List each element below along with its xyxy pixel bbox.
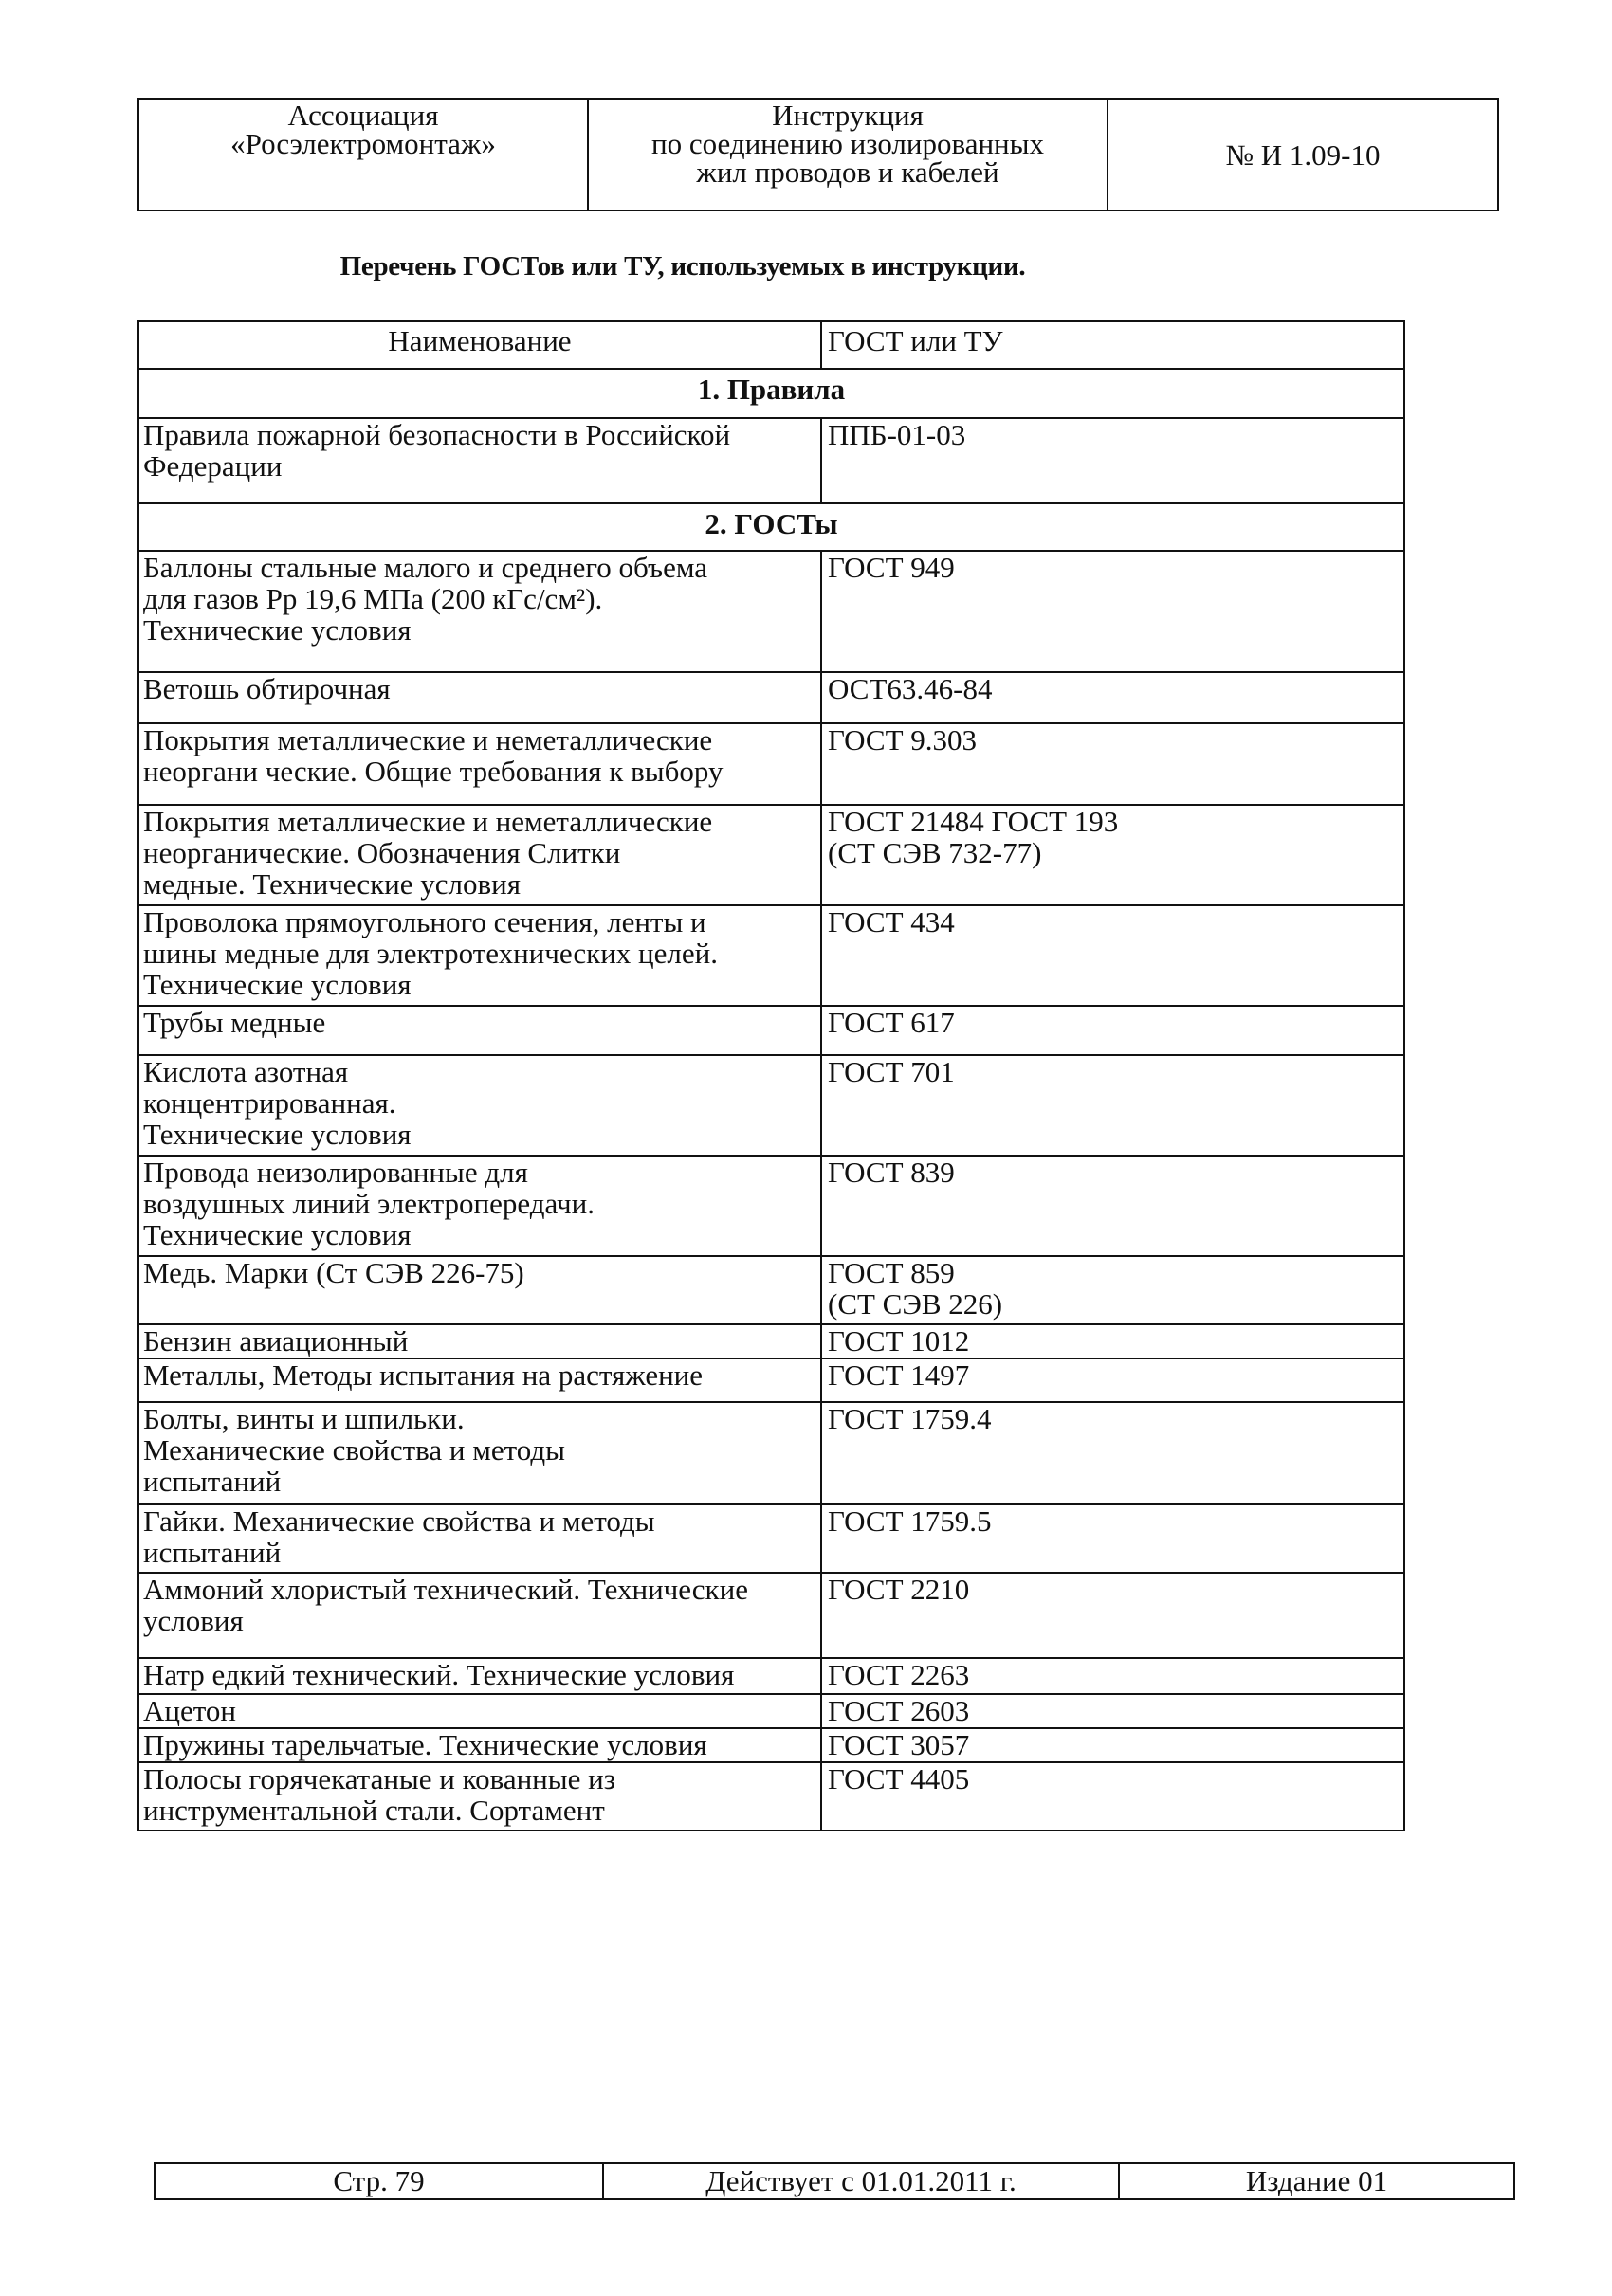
table-row: [138, 1728, 1404, 1762]
standard-name: Металлы, Методы испытания на растяжение: [138, 1358, 821, 1402]
table-row: [138, 1402, 1404, 1504]
edition: Издание 01: [1119, 2163, 1514, 2199]
organization-name: Ассоциация «Росэлектромонтаж»: [138, 99, 588, 210]
table-row: [138, 1256, 1404, 1324]
column-header-name: Наименование: [138, 321, 821, 369]
standard-code: ГОСТ 4405: [821, 1762, 1404, 1831]
section-row: [138, 369, 1404, 418]
valid-from: Действует с 01.01.2011 г.: [603, 2163, 1119, 2199]
document-header: [137, 98, 1499, 211]
standard-code: ГОСТ 21484 ГОСТ 193 (СТ СЭВ 732-77): [821, 805, 1404, 905]
standard-name: Бензин авиационный: [138, 1324, 821, 1358]
standard-code: ППБ-01-03: [821, 418, 1404, 503]
standard-name: Ветошь обтирочная: [138, 672, 821, 723]
standard-name: Кислота азотная концентрированная. Технические условия: [138, 1055, 821, 1156]
standard-code: ГОСТ 1497: [821, 1358, 1404, 1402]
table-row: [138, 672, 1404, 723]
table-row: [138, 1006, 1404, 1055]
standard-code: ГОСТ 3057: [821, 1728, 1404, 1762]
table-row: [138, 418, 1404, 503]
standard-name: Баллоны стальные малого и среднего объема для газов Рр 19,6 МПа (200 кГс/см²). Технические условия: [138, 551, 821, 672]
standard-code: ГОСТ 1012: [821, 1324, 1404, 1358]
page-number: Стр. 79: [155, 2163, 603, 2199]
standard-code: ОСТ63.46-84: [821, 672, 1404, 723]
table-row: [138, 723, 1404, 805]
standard-code: ГОСТ 949: [821, 551, 1404, 672]
standard-name: Гайки. Механические свойства и методы испытаний: [138, 1504, 821, 1573]
standard-code: ГОСТ 859 (СТ СЭВ 226): [821, 1256, 1404, 1324]
standard-name: Правила пожарной безопасности в Российской Федерации: [138, 418, 821, 503]
table-row: [138, 1504, 1404, 1573]
standard-code: ГОСТ 1759.4: [821, 1402, 1404, 1504]
table-row: [138, 1358, 1404, 1402]
table-row: [138, 1324, 1404, 1358]
document-number: № И 1.09-10: [1108, 99, 1498, 210]
standard-name: Провода неизолированные для воздушных линий электропередачи. Технические условия: [138, 1156, 821, 1256]
table-row: [138, 1694, 1404, 1728]
standard-code: ГОСТ 839: [821, 1156, 1404, 1256]
standard-name: Полосы горячекатаные и кованные из инструментальной стали. Сортамент: [138, 1762, 821, 1831]
standard-code: ГОСТ 2210: [821, 1573, 1404, 1658]
standard-name: Аммоний хлористый технический. Технические условия: [138, 1573, 821, 1658]
standard-code: ГОСТ 2603: [821, 1694, 1404, 1728]
table-row: [138, 1055, 1404, 1156]
section-row: [138, 503, 1404, 551]
table-header-row: [138, 321, 1404, 369]
standard-name: Проволока прямоугольного сечения, ленты и шины медные для электротехнических целей. Технические условия: [138, 905, 821, 1006]
standard-code: ГОСТ 617: [821, 1006, 1404, 1055]
table-row: [138, 551, 1404, 672]
column-header-code: ГОСТ или ТУ: [821, 321, 1404, 369]
standard-name: Покрытия металлические и неметаллические неоргани ческие. Общие требования к выбору: [138, 723, 821, 805]
standard-name: Ацетон: [138, 1694, 821, 1728]
standard-code: ГОСТ 2263: [821, 1658, 1404, 1694]
table-row: [138, 805, 1404, 905]
section-title: 1. Правила: [138, 369, 1404, 418]
section-title: 2. ГОСТы: [138, 503, 1404, 551]
document-title: Инструкция по соединению изолированных жил проводов и кабелей: [588, 99, 1108, 210]
standard-name: Трубы медные: [138, 1006, 821, 1055]
page-title: Перечень ГОСТов или ТУ, используемых в инструкции.: [339, 251, 1026, 282]
standard-code: ГОСТ 1759.5: [821, 1504, 1404, 1573]
standard-name: Болты, винты и шпильки. Механические свойства и методы испытаний: [138, 1402, 821, 1504]
standard-name: Покрытия металлические и неметаллические неорганические. Обозначения Слитки медные. Технические условия: [138, 805, 821, 905]
standard-name: Натр едкий технический. Технические условия: [138, 1658, 821, 1694]
document-footer: [154, 2162, 1515, 2200]
standard-code: ГОСТ 9.303: [821, 723, 1404, 805]
standard-name: Медь. Марки (Ст СЭВ 226-75): [138, 1256, 821, 1324]
table-row: [138, 1762, 1404, 1831]
standard-code: ГОСТ 701: [821, 1055, 1404, 1156]
table-row: [138, 1658, 1404, 1694]
table-row: [138, 1156, 1404, 1256]
standard-name: Пружины тарельчатые. Технические условия: [138, 1728, 821, 1762]
table-row: [138, 1573, 1404, 1658]
table-row: [138, 905, 1404, 1006]
standards-table: [137, 320, 1405, 1831]
standard-code: ГОСТ 434: [821, 905, 1404, 1006]
